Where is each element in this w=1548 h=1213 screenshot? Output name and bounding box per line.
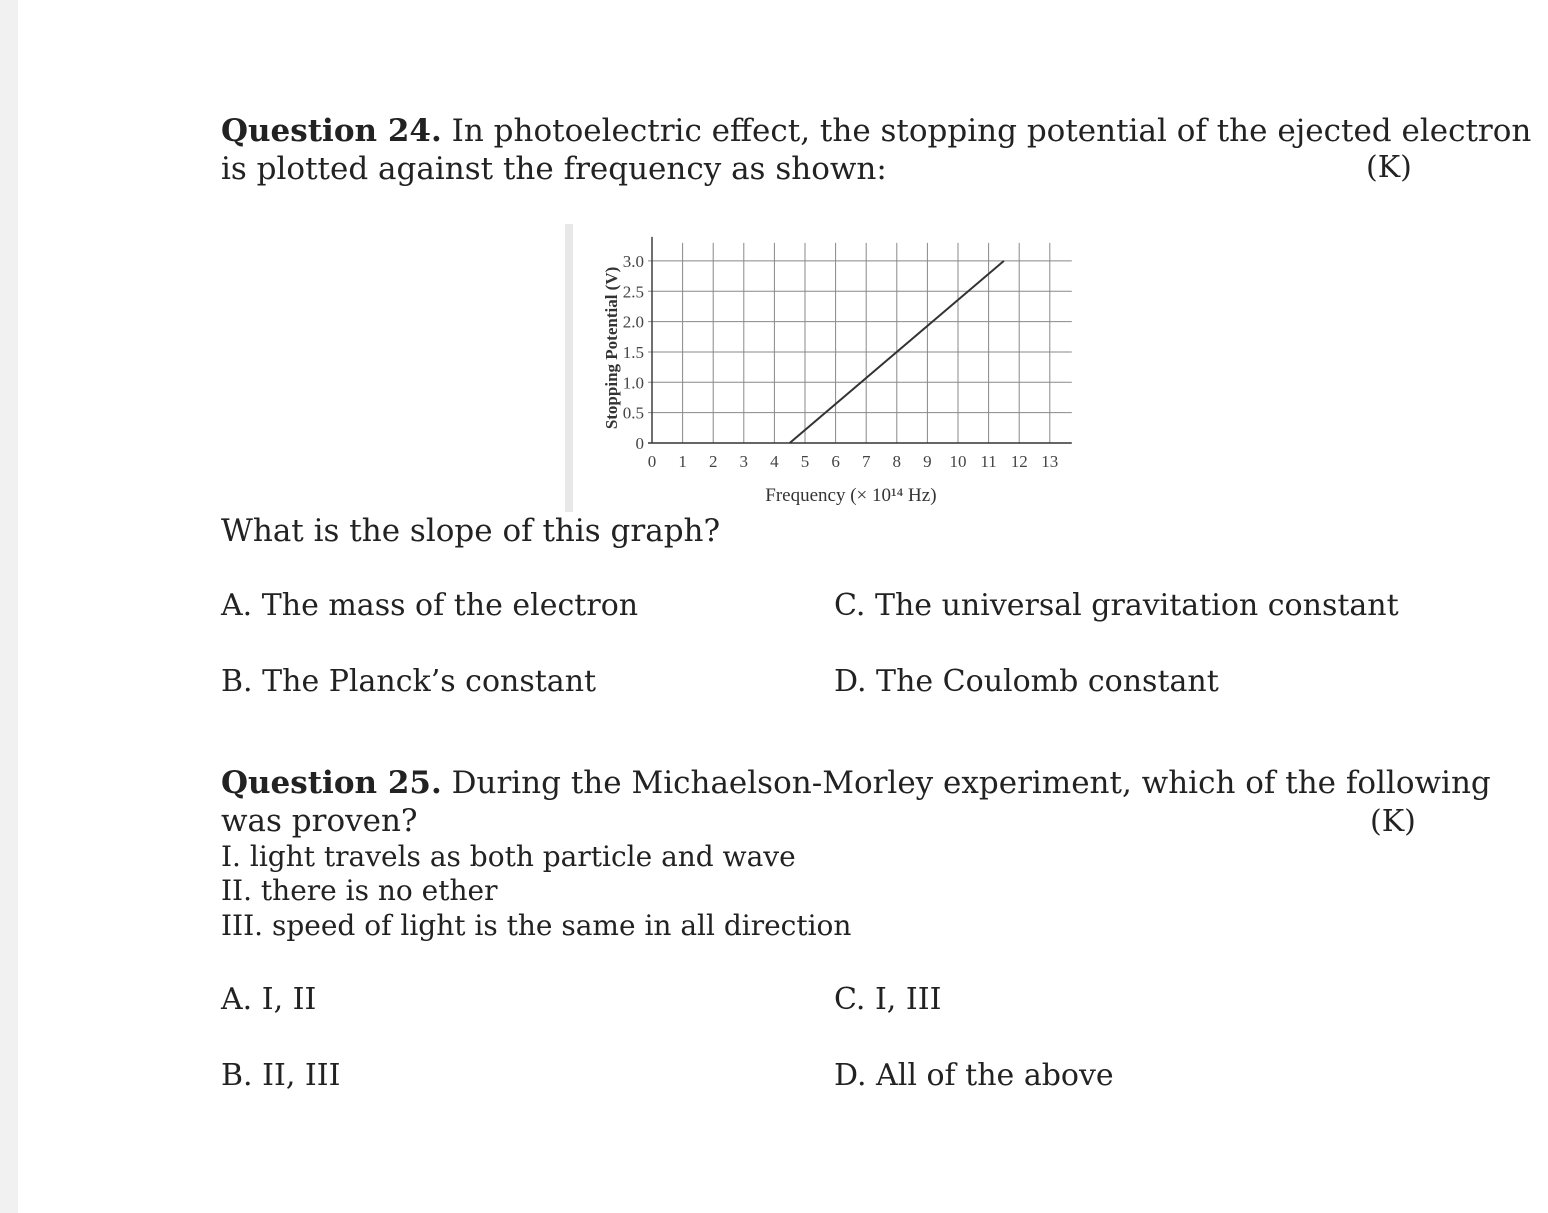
q24-option-c[interactable]: C. The universal gravitation constant: [834, 588, 1399, 623]
q24-tag: (K): [1366, 150, 1412, 185]
q25-statement-2: II. there is no ether: [221, 874, 498, 907]
q25-option-b[interactable]: B. II, III: [221, 1058, 341, 1093]
q24-line1: [221, 112, 1531, 150]
x-tick-label: 0: [647, 452, 657, 471]
q25-text-line1: During the Michaelson-Morley experiment, which of the following: [441, 765, 1491, 801]
q25-option-d[interactable]: D. All of the above: [834, 1058, 1114, 1093]
q24-option-b[interactable]: B. The Planck’s constant: [221, 664, 597, 699]
y-tick-label: 0: [635, 434, 644, 453]
x-axis-label: Frequency (× 10¹⁴ Hz): [765, 485, 937, 506]
x-tick-label: 5: [800, 452, 810, 471]
q25-statement-1: I. light travels as both particle and wave: [221, 840, 796, 873]
x-tick-label: 6: [831, 452, 840, 471]
x-tick-label: 2: [708, 452, 718, 471]
q25-text-line2: was proven?: [221, 803, 418, 839]
q24-option-d[interactable]: D. The Coulomb constant: [834, 664, 1219, 699]
y-tick-label: 3.0: [622, 251, 644, 271]
q24-label: Question 24.: [221, 113, 442, 149]
q25-line1: [221, 764, 1491, 802]
y-tick-label: 1.0: [622, 373, 644, 393]
x-tick-label: 8: [892, 452, 902, 471]
x-tick-label: 10: [949, 452, 967, 471]
q25-option-c[interactable]: C. I, III: [834, 982, 942, 1017]
q25-label: Question 25.: [221, 765, 442, 801]
y-tick-label: 0.5: [622, 403, 644, 423]
x-tick-label: 3: [739, 452, 749, 471]
y-tick-label: 1.5: [622, 342, 644, 362]
y-tick-label: 2.0: [622, 312, 644, 332]
x-tick-label: 11: [980, 452, 997, 471]
stopping-potential-chart: [565, 224, 1085, 514]
q25-tag: (K): [1370, 804, 1416, 839]
q24-prompt: What is the slope of this graph?: [221, 513, 721, 549]
x-tick-label: 13: [1041, 452, 1059, 471]
worksheet-page: [18, 0, 1548, 1213]
x-tick-label: 7: [861, 452, 871, 471]
x-tick-label: 1: [678, 452, 687, 471]
y-tick-label: 2.5: [622, 282, 644, 302]
y-axis-label: Stopping Potential (V): [602, 266, 621, 430]
q24-text-line2: is plotted against the frequency as shown:: [221, 151, 887, 187]
q25-statement-3: III. speed of light is the same in all direction: [221, 909, 852, 942]
q24-text-line1: In photoelectric effect, the stopping potential of the ejected electron: [441, 113, 1532, 149]
x-tick-label: 12: [1010, 452, 1028, 471]
x-tick-label: 9: [923, 452, 932, 471]
q24-option-a[interactable]: A. The mass of the electron: [221, 588, 639, 623]
q25-option-a[interactable]: A. I, II: [221, 982, 317, 1017]
x-tick-label: 4: [770, 452, 779, 471]
